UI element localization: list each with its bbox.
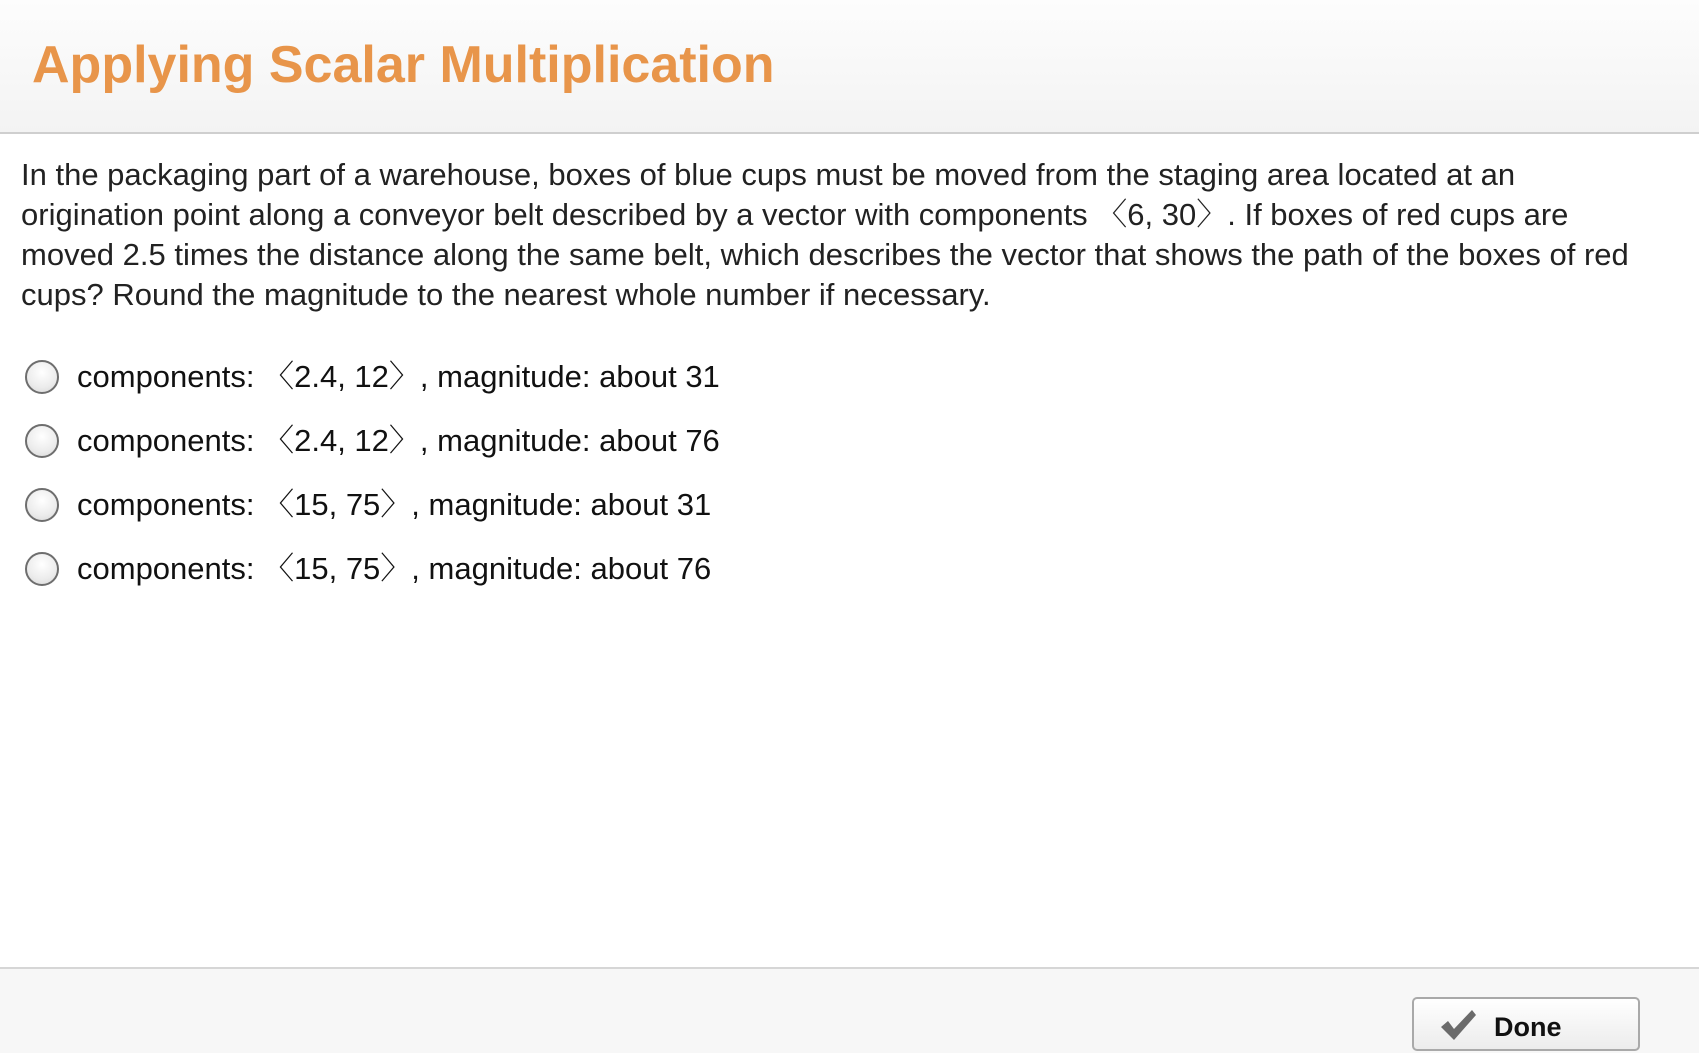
done-button-label: Done [1494,1012,1562,1042]
answer-option-3[interactable] [0,473,1000,537]
page-title: Applying Scalar Multiplication [32,36,775,94]
answer-option-4[interactable] [0,537,1000,601]
answer-option-label[interactable]: components: 〈15, 75〉, magnitude: about 31 [77,487,712,522]
answer-option-2[interactable] [0,409,1000,473]
done-button[interactable] [1412,997,1640,1051]
radio-button[interactable] [25,552,59,586]
question-text: In the packaging part of a warehouse, boxes of blue cups must be moved from the staging area located at an origination point along a conveyor belt described by a vector with components 〈6, 30〉. If boxes of red cups are moved 2.5 times the distance along the same belt, which describes the vector that shows the path of the boxes of red cups? Round the magnitude to the nearest whole number if necessary. [21,157,1629,312]
answer-option-label[interactable]: components: 〈2.4, 12〉, magnitude: about 76 [77,423,720,458]
answer-option-1[interactable] [0,345,1000,409]
radio-button[interactable] [25,424,59,458]
answer-option-label[interactable]: components: 〈2.4, 12〉, magnitude: about 31 [77,359,720,394]
answer-options [0,345,1000,601]
answer-option-label[interactable]: components: 〈15, 75〉, magnitude: about 76 [77,551,712,586]
header-bar [0,0,1699,134]
radio-button[interactable] [25,360,59,394]
checkmark-icon [1438,1007,1478,1043]
radio-button[interactable] [25,488,59,522]
